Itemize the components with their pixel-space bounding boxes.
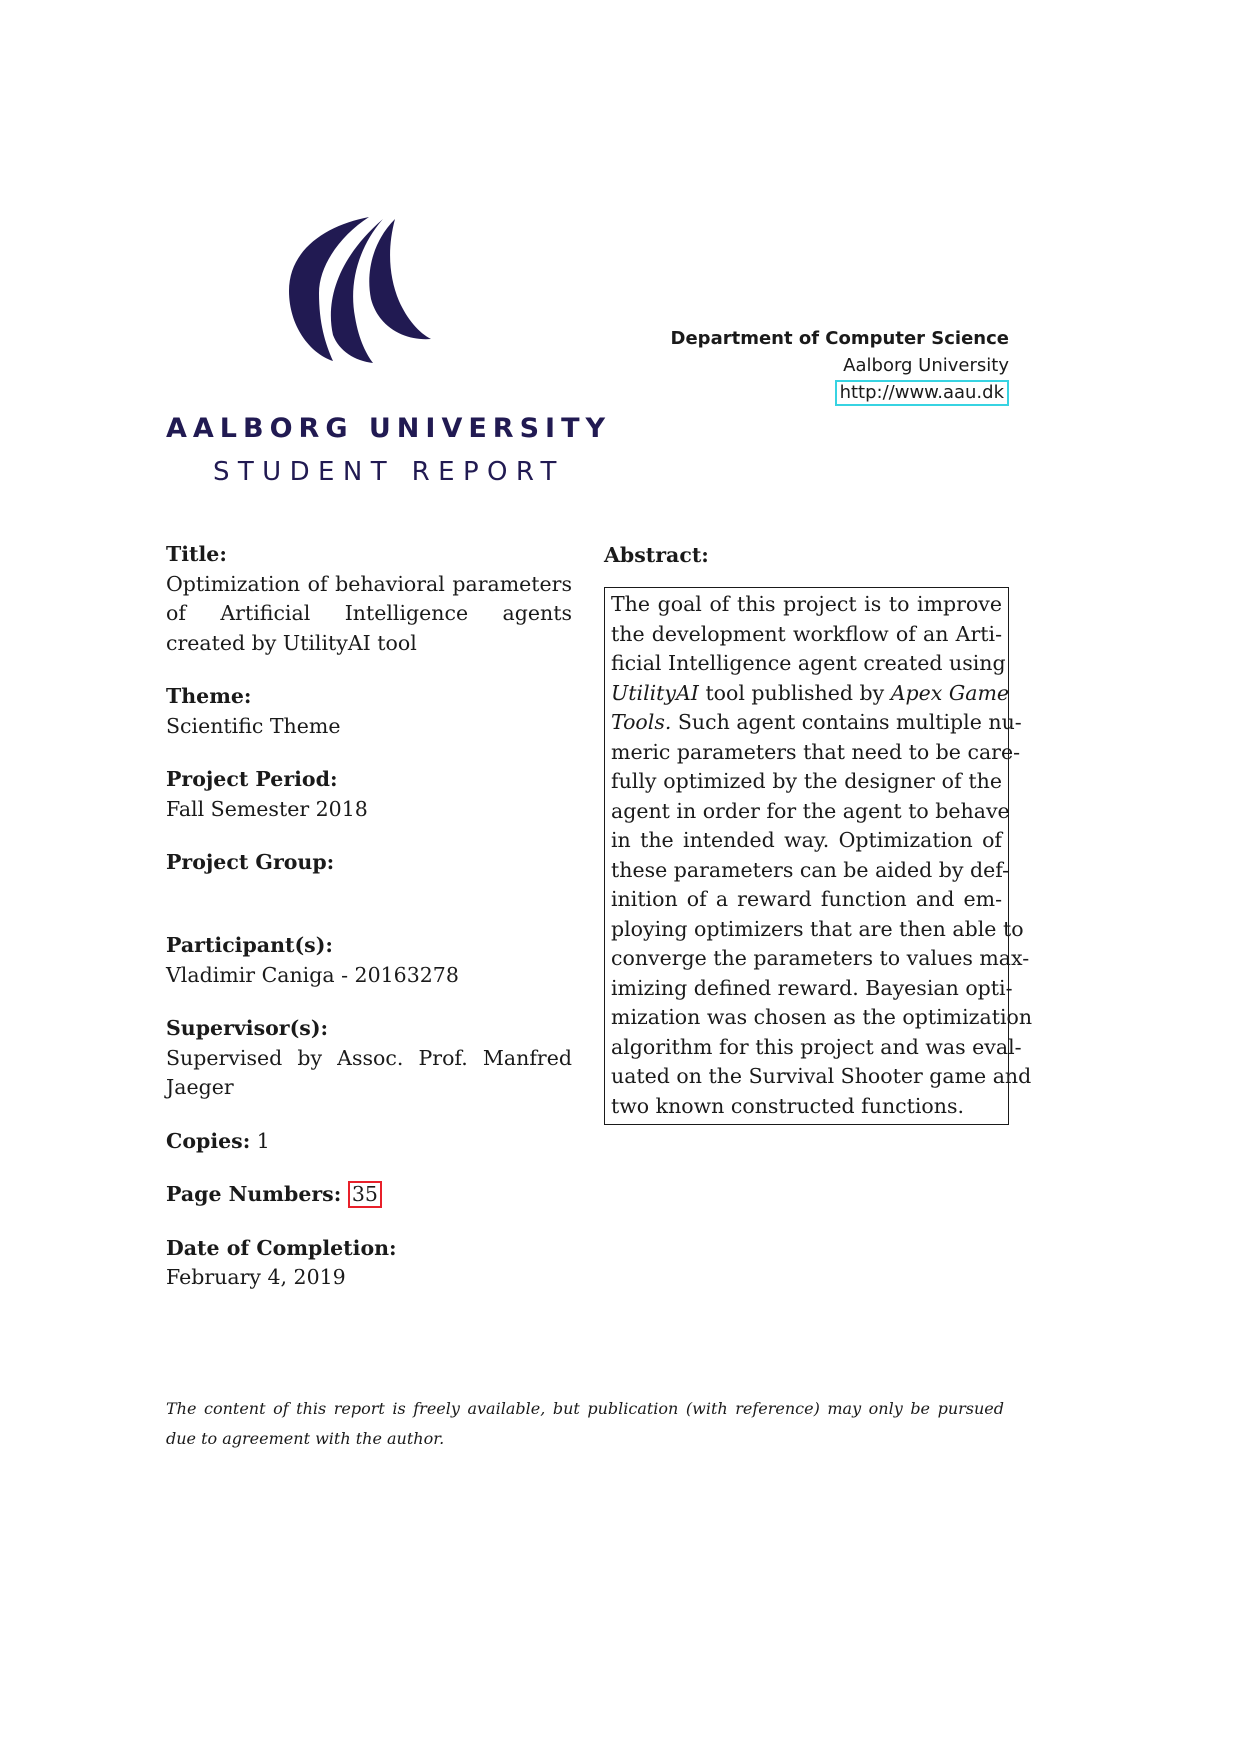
abstract-heading: Abstract: — [604, 543, 709, 567]
abstract-line: fully optimized by the designer of the — [611, 769, 1002, 793]
abstract-line — [611, 708, 1022, 738]
logo-university-name: AALBORG UNIVERSITY — [166, 413, 612, 444]
abstract-line — [611, 679, 1010, 709]
participants-field — [166, 931, 572, 990]
theme-field — [166, 682, 572, 741]
abstract-line: two known constructed functions. — [611, 1093, 965, 1118]
abstract-line: algorithm for this project and was eval- — [611, 1034, 1022, 1059]
abstract-line-text: tool published by — [705, 680, 885, 705]
abstract-line: the development workflow of an Arti- — [611, 621, 1002, 646]
completion-date-field — [166, 1234, 572, 1293]
availability-notice — [166, 1394, 1004, 1454]
theme-heading: Theme: — [166, 684, 252, 708]
abstract-publisher-end: Tools. — [611, 710, 672, 734]
completion-date-value: February 4, 2019 — [166, 1265, 346, 1289]
title-value: Optimization of behavioral parameters of Artificial Intelligence agents created by UtilityAI tool — [166, 571, 572, 655]
abstract-line: agent in order for the agent to behave — [611, 798, 1010, 823]
logo-report-label: STUDENT REPORT — [213, 457, 565, 487]
participants-heading: Participant(s): — [166, 933, 333, 957]
project-group-heading: Project Group: — [166, 850, 335, 874]
project-period-value: Fall Semester 2018 — [166, 796, 368, 821]
title-heading: Title: — [166, 542, 227, 566]
abstract-line: these parameters can be aided by def- — [611, 857, 1010, 882]
participants-value: Vladimir Caniga - 20163278 — [166, 962, 459, 987]
project-group-field — [166, 848, 572, 907]
project-period-field — [166, 765, 572, 824]
department-name: Department of Computer Science — [670, 328, 1009, 349]
page-numbers-field — [166, 1180, 572, 1210]
title-field — [166, 540, 572, 658]
supervisors-heading: Supervisor(s): — [166, 1016, 329, 1040]
abstract-line: inition of a reward function and em- — [611, 887, 1002, 911]
copies-field — [166, 1127, 572, 1157]
supervisors-field — [166, 1014, 572, 1103]
project-period-heading: Project Period: — [166, 767, 338, 791]
copies-value: 1 — [256, 1128, 270, 1153]
copies-heading: Copies: — [166, 1128, 251, 1153]
department-block — [671, 325, 1009, 406]
abstract-line-text: Such agent contains multiple nu- — [677, 710, 1022, 734]
abstract-box — [604, 587, 1033, 1125]
abstract-publisher-start: Apex Game — [890, 680, 1010, 705]
abstract-line: in the intended way. Optimization of — [611, 828, 1002, 852]
abstract-line: imizing defined reward. Bayesian opti- — [611, 975, 1013, 1000]
university-url-link[interactable]: http://www.aau.dk — [835, 380, 1009, 406]
report-details — [166, 540, 572, 1293]
page-numbers-heading: Page Numbers: — [166, 1182, 342, 1206]
abstract-line: The goal of this project is to improve — [611, 592, 1002, 616]
abstract-tool-name: UtilityAI — [611, 680, 699, 705]
notice-line: due to agreement with the author. — [166, 1429, 445, 1448]
theme-value: Scientific Theme — [166, 713, 341, 738]
abstract-line: uated on the Survival Shooter game and — [611, 1064, 1032, 1088]
supervisors-value: Supervised by Assoc. Prof. Manfred Jaeger — [166, 1045, 572, 1099]
notice-line: The content of this report is freely available, but publication (with reference) may only be pursued — [166, 1399, 1004, 1418]
abstract-line: meric parameters that need to be care- — [611, 739, 1021, 764]
university-name: Aalborg University — [843, 355, 1009, 376]
page-numbers-link[interactable]: 35 — [348, 1181, 382, 1208]
completion-date-heading: Date of Completion: — [166, 1235, 397, 1260]
abstract-line: converge the parameters to values max- — [611, 946, 1030, 970]
university-logo-icon — [283, 215, 435, 367]
abstract-line: ploying optimizers that are then able to — [611, 916, 1024, 941]
abstract-line: ficial Intelligence agent created using — [611, 651, 1006, 675]
abstract-line: mization was chosen as the optimization — [611, 1005, 1033, 1029]
